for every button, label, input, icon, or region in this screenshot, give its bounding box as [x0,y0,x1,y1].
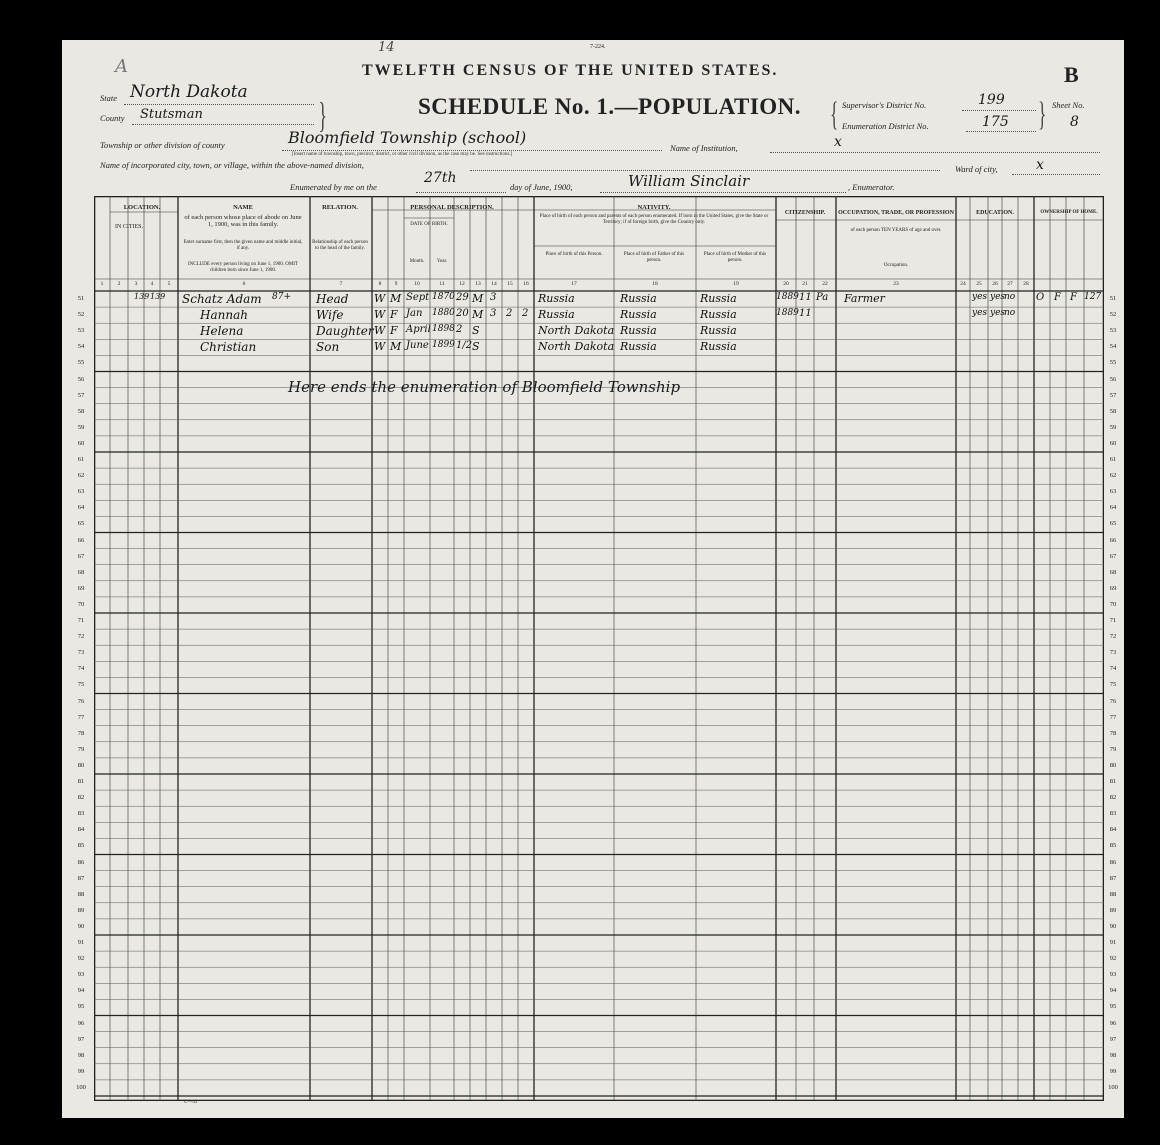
hdr-ownership: OWNERSHIP OF HOME. [1040,210,1098,215]
top-pencil-mark: 14 [378,40,395,55]
entry-children: 2 [506,308,513,320]
row-number: 53 [1109,327,1117,335]
entry-marital: M [472,292,484,305]
entry-mother: Russia [700,340,737,354]
row-number: 88 [77,890,85,898]
row-number: 55 [77,359,85,367]
column-number: 7 [339,281,343,287]
hdr-date-of-birth: DATE OF BIRTH. [410,222,448,227]
hdr-occupation: OCCUPATION, TRADE, OR PROFESSION [838,210,954,216]
entry-name: Helena [200,324,244,339]
entry-color: W [374,324,386,338]
entry-father: Russia [620,292,657,305]
entry-years-married: 3 [490,292,497,303]
entry-free: F [1054,292,1061,303]
entry-marital: S [472,324,480,338]
entry-color: W [374,308,386,322]
entry-write: yes [990,292,1006,302]
enumeration-value: 175 [982,114,1009,130]
hdr-month: Month. [409,259,425,264]
column-number: 20 [783,281,789,287]
city-label: Name of incorporated city, town, or village, within the above-named division, [100,160,364,170]
row-number: 98 [1109,1051,1117,1059]
hdr-citizenship: CITIZENSHIP. [784,210,826,216]
column-number: 10 [414,281,420,287]
row-number: 83 [1109,810,1117,818]
entry-year: 1880 [432,308,455,319]
entry-read: yes [972,308,988,319]
entry-name: Christian [200,340,257,355]
row-number: 75 [77,681,85,689]
row-number: 87 [1109,874,1117,882]
entry-read: yes [972,292,988,302]
ward-value: x [1036,157,1044,173]
row-number: 86 [77,858,85,866]
row-number: 79 [77,745,85,753]
row-number: 92 [77,955,85,963]
row-number: 79 [1109,745,1117,753]
entry-age: 2 [456,324,463,336]
row-number: 77 [1109,713,1117,721]
row-number: 62 [77,472,85,480]
closing-note: Here ends the enumeration of Bloomfield Township [288,378,681,396]
row-number: 64 [77,504,85,512]
column-number: 16 [523,281,529,287]
column-number: 14 [491,281,497,287]
entry-years-married: 3 [490,308,497,320]
entry-father: Russia [620,324,657,338]
row-number: 66 [77,536,85,544]
row-number: 54 [1109,343,1117,351]
entry-relation: Son [316,340,340,355]
township-label: Township or other division of county [100,140,225,150]
entry-marital: M [472,308,484,322]
entry-naturalization: Pa [816,292,829,303]
hdr-name-note: Enter surname first, then the given name and middle initial, if any. [183,240,303,251]
entry-immigration: 1889 [776,308,799,319]
row-number: 99 [1109,1067,1117,1075]
supervisor-label: Supervisor's District No. [842,100,927,110]
row-number: 89 [1109,906,1117,914]
hdr-location: LOCATION. [123,204,161,211]
column-number: 11 [439,281,445,287]
row-number: 83 [77,810,85,818]
entry-sex: F [390,308,398,322]
row-number: 95 [77,1003,85,1011]
row-number: 84 [77,826,85,834]
row-number: 89 [77,906,85,914]
entry-occupation: Farmer [844,292,885,305]
column-number: 15 [507,281,513,287]
row-number: 91 [1109,939,1117,946]
enum-date-mid: day of June, 1900, [510,182,573,192]
entry-month: Jan [406,308,423,320]
row-number: 86 [1109,858,1117,866]
column-number: 23 [893,281,899,287]
entry-sex: M [390,292,402,305]
row-number: 61 [1109,456,1117,463]
entry-name: Schatz Adam [182,292,262,306]
row-number: 93 [77,971,85,979]
entry-year: 1899 [432,340,455,351]
entry-immigration: 1889 [776,292,799,302]
enum-day: 27th [424,170,457,186]
row-number: 65 [77,520,85,528]
column-number: 21 [802,281,808,287]
row-number: 55 [1109,359,1117,367]
row-number: 57 [1109,391,1117,399]
row-number: 84 [1109,826,1117,834]
schedule-letter: B [1064,62,1079,87]
entry-years-us: 11 [799,292,812,303]
row-number: 85 [77,842,85,850]
row-number: 58 [77,407,85,415]
row-number: 82 [77,794,85,802]
state-label: State [100,93,117,103]
row-number: 53 [77,327,85,335]
pencil-mark: A [115,56,128,77]
supervisor-value: 199 [978,92,1005,108]
row-number: 74 [1109,665,1117,673]
row-number: 59 [1109,423,1117,431]
row-number: 68 [1109,568,1117,576]
entry-mother: Russia [700,324,737,338]
row-number: 92 [1109,955,1117,963]
entry-years-us: 11 [799,308,812,320]
row-number: 96 [1109,1019,1117,1027]
row-number: 61 [77,456,85,463]
hdr-name: NAME [233,204,253,211]
row-number: 73 [1109,649,1117,657]
entry-english: no [1004,308,1016,319]
entry-dwelling: 139 [134,292,150,301]
entry-sex: M [390,340,402,354]
hdr-in-cities: IN CITIES. [115,224,143,230]
township-note: [Insert name of township, town, precinct, district, or other civil division, as the case may be. See instructions.] [292,152,513,157]
row-number: 80 [1109,761,1117,769]
row-number: 70 [1109,600,1117,608]
column-number: 27 [1007,281,1013,287]
column-number: 17 [571,281,577,287]
row-number: 100 [1108,1083,1118,1091]
county-value: Stutsman [140,107,203,122]
row-number: 62 [1109,472,1117,480]
entry-name: Hannah [200,308,248,323]
row-number: 97 [77,1035,85,1043]
row-number: 51 [77,295,85,302]
entry-marital: S [472,340,480,354]
hdr-year: Year. [436,259,448,264]
row-number: 77 [77,713,85,721]
row-number: 52 [77,311,85,319]
hdr-name-desc: of each person whose place of abode on June 1, 1900, was in this family. [184,214,302,228]
entry-relation: Daughter [316,324,374,339]
entry-birth: Russia [538,292,575,305]
column-number: 3 [134,281,138,287]
row-number: 76 [1109,697,1117,705]
entry-month: April [406,324,431,336]
entry-relation: Wife [316,308,344,323]
row-number: 71 [77,617,85,624]
row-number: 75 [1109,681,1117,689]
row-number: 71 [1109,617,1117,624]
row-number: 58 [1109,407,1117,415]
column-number: 6 [242,281,246,287]
ward-label: Ward of city, [955,164,998,174]
entry-birth: Russia [538,308,575,322]
entry-month: June [406,340,429,352]
hdr-birth-father: Place of birth of Father of this person. [623,252,685,263]
row-number: 54 [77,343,85,351]
entry-family: 139 [150,292,166,301]
row-number: 82 [1109,794,1117,802]
column-number: 28 [1023,281,1029,287]
column-number: 22 [822,281,828,287]
hdr-nativity-desc: Place of birth of each person and parents of each person enumerated. If born in the United States, give the State or Territory; if of foreign birth, give the Country only. [539,214,769,225]
hdr-relation-desc: Relationship of each person to the head of the family. [312,240,368,251]
row-number: 96 [77,1019,85,1027]
column-number: 2 [117,281,121,287]
row-number: 68 [77,568,85,576]
entry-note: 87+ [272,292,291,302]
column-number: 25 [976,281,982,287]
row-number: 56 [1109,375,1117,383]
row-number: 60 [1109,439,1117,447]
row-number: 81 [77,778,85,785]
row-number: 85 [1109,842,1117,850]
entry-farm: F [1070,292,1077,303]
column-number: 19 [733,281,739,287]
hdr-birth-person: Place of birth of this Person. [545,252,603,257]
row-number: 72 [1109,633,1117,641]
row-number: 81 [1109,778,1117,785]
entry-year: 1870 [432,292,455,302]
row-number: 51 [1109,295,1117,302]
column-number: 4 [150,281,154,287]
entry-color: W [374,340,386,354]
hdr-birth-mother: Place of birth of Mother of this person. [703,252,767,263]
entry-mother: Russia [700,308,737,322]
row-number: 97 [1109,1035,1117,1043]
row-number: 69 [1109,584,1117,592]
hdr-occupation-sub: Occupation. [883,263,909,268]
row-number: 94 [77,987,85,995]
enumerator-name: William Sinclair [628,172,750,190]
row-number: 91 [77,939,85,946]
row-number: 64 [1109,504,1117,512]
entry-age: 1/2 [456,340,473,352]
hdr-occupation-desc: of each person TEN YEARS of age and over. [850,228,942,233]
row-number: 99 [77,1067,85,1075]
row-number: 95 [1109,1003,1117,1011]
entry-month: Sept [406,292,430,303]
row-number: 78 [77,729,85,737]
entry-living: 2 [522,308,529,320]
entry-color: W [374,292,386,305]
row-number: 63 [77,488,85,496]
entry-english: no [1004,292,1016,302]
entry-mother: Russia [700,292,737,305]
row-number: 70 [77,600,85,608]
row-number: 87 [77,874,85,882]
row-number: 100 [76,1083,86,1091]
row-number: 93 [1109,971,1117,979]
column-number: 18 [652,281,658,287]
row-number: 57 [77,391,85,399]
county-label: County [100,113,125,123]
row-number: 63 [1109,488,1117,496]
sheet-label: Sheet No. [1052,100,1085,110]
row-number: 80 [77,761,85,769]
row-number: 60 [77,439,85,447]
entry-age: 29 [456,292,469,303]
column-number: 9 [394,281,398,287]
institution-value: x [834,134,842,150]
row-number: 88 [1109,890,1117,898]
row-number: 74 [77,665,85,673]
row-number: 65 [1109,520,1117,528]
row-number: 90 [77,922,85,930]
hdr-education: EDUCATION. [976,210,1014,216]
entry-sex: F [390,324,398,338]
institution-label: Name of Institution, [670,143,738,153]
column-number: 5 [167,281,171,287]
hdr-personal: PERSONAL DESCRIPTION. [410,204,494,211]
township-value: Bloomfield Township (school) [288,128,527,147]
entry-year: 1898 [432,324,455,335]
column-number: 13 [475,281,481,287]
census-title: TWELFTH CENSUS OF THE UNITED STATES. [362,62,779,79]
form-number: 7-224. [590,44,606,50]
row-number: 69 [77,584,85,592]
entry-birth: North Dakota [538,324,615,338]
row-number: 73 [77,649,85,657]
column-number: 26 [992,281,998,287]
enum-date-pre: Enumerated by me on the [290,182,377,192]
row-number: 90 [1109,922,1117,930]
footer-mark: C—43 [184,1100,198,1105]
entry-relation: Head [316,292,349,306]
column-number: 8 [378,281,382,287]
enum-date-post: , Enumerator. [848,182,895,192]
sheet-value: 8 [1070,114,1079,130]
entry-father: Russia [620,340,657,354]
row-number: 98 [77,1051,85,1059]
column-number: 1 [100,281,104,287]
column-number: 24 [960,281,966,287]
schedule-title: SCHEDULE No. 1.—POPULATION. [418,94,802,119]
hdr-relation: RELATION. [322,204,358,211]
entry-age: 20 [456,308,469,320]
entry-birth: North Dakota [538,340,615,354]
row-number: 78 [1109,729,1117,737]
column-number: 12 [459,281,465,287]
row-number: 67 [1109,552,1117,560]
entry-owned: O [1036,292,1045,303]
row-number: 76 [77,697,85,705]
row-number: 59 [77,423,85,431]
row-number: 94 [1109,987,1117,995]
row-number: 56 [77,375,85,383]
row-number: 52 [1109,311,1117,319]
row-number: 72 [77,633,85,641]
entry-write: yes [990,308,1006,319]
entry-schedule: 127 [1084,292,1102,302]
hdr-name-note2: INCLUDE every person living on June 1, 1900. OMIT children born since June 1, 1900. [188,262,298,273]
row-number: 66 [1109,536,1117,544]
row-number: 67 [77,552,85,560]
hdr-nativity: NATIVITY. [637,204,671,211]
entry-father: Russia [620,308,657,322]
state-value: North Dakota [130,82,248,102]
enumeration-label: Enumeration District No. [842,121,929,131]
